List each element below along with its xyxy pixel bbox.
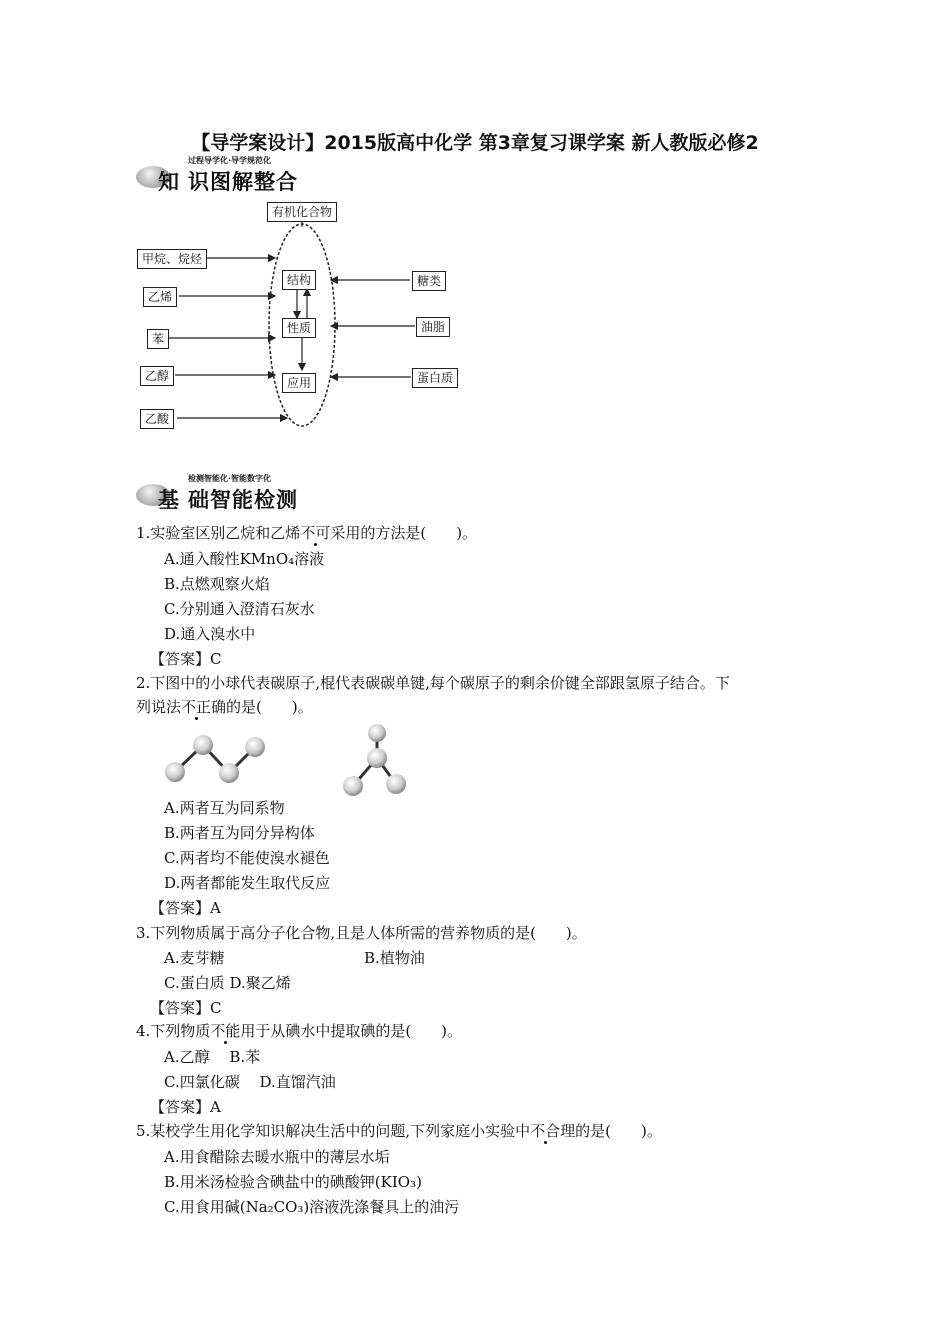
question-text: 确的是( )。 — [211, 698, 313, 716]
section-title-first-char: 知 — [158, 170, 180, 194]
box-organic-compounds: 有机化合物 — [267, 202, 337, 222]
question-text: 1.实验室区别乙烷和乙烯 — [136, 524, 301, 542]
document-title: 【导学案设计】2015版高中化学 第3章复习课学案 新人教版必修2 — [191, 132, 759, 154]
question-3: 3.下列物质属于高分子化合物,且是人体所需的营养物质的是( )。 — [136, 924, 587, 942]
section-header-test — [136, 470, 356, 512]
question-text: 用于从碘水中提取碘的是( )。 — [240, 1022, 463, 1040]
ball-stick-models — [155, 718, 415, 808]
option: D.通入溴水中 — [164, 625, 256, 643]
option: A.麦芽糖 — [164, 949, 225, 967]
question-4 — [136, 1021, 462, 1041]
box-alkane: 甲烷、烷烃 — [137, 249, 207, 269]
section-title: 识图解整合 — [188, 170, 298, 194]
option: D.两者都能发生取代反应 — [164, 874, 331, 892]
option: B.两者互为同分异构体 — [164, 824, 315, 842]
question-text: 4.下列物质 — [136, 1022, 211, 1040]
option: C.分别通入澄清石灰水 — [164, 600, 315, 618]
question-2-line-1: 2.下图中的小球代表碳原子,棍代表碳碳单键,每个碳原子的剩余价键全部跟氢原子结合。下 — [136, 674, 730, 692]
emphasis-text: 不正 — [181, 698, 212, 716]
option: A.两者互为同系物 — [164, 799, 285, 817]
question-1 — [136, 523, 477, 543]
question-text: 理的是( )。 — [560, 1122, 662, 1140]
emphasis-text: 不可 — [300, 524, 331, 542]
box-protein: 蛋白质 — [412, 368, 458, 388]
box-fat: 油脂 — [416, 317, 450, 337]
section-title: 础智能检测 — [188, 488, 298, 512]
question-text: 列说法 — [136, 698, 182, 716]
section-subtitle: 检测智能化·智能数字化 — [188, 474, 272, 483]
butane-chain-model — [165, 735, 265, 783]
option: A.用食醋除去暖水瓶中的薄层水垢 — [164, 1148, 390, 1166]
knowledge-diagram — [135, 198, 465, 438]
box-acetic-acid: 乙酸 — [140, 409, 174, 429]
emphasis-text: 不能 — [210, 1022, 241, 1040]
box-ethanol: 乙醇 — [140, 366, 174, 386]
box-application: 应用 — [282, 373, 316, 393]
option: C.四氯化碳 D.直馏汽油 — [164, 1073, 336, 1091]
option: B.点燃观察火焰 — [164, 575, 270, 593]
option: C.两者均不能使溴水褪色 — [164, 849, 330, 867]
option: B.植物油 — [364, 949, 425, 967]
question-text: 采用的方法是( )。 — [330, 524, 478, 542]
emphasis-text: 不合 — [530, 1122, 561, 1140]
option: B.用米汤检验含碘盐中的碘酸钾(KIO₃) — [164, 1173, 422, 1191]
option: C.蛋白质 D.聚乙烯 — [164, 974, 291, 992]
section-header-knowledge — [136, 152, 336, 194]
section-title-first-char: 基 — [158, 488, 180, 512]
option: A.乙醇 B.苯 — [164, 1048, 261, 1066]
box-property: 性质 — [282, 318, 316, 338]
answer: 【答案】C — [150, 650, 222, 668]
option: A.通入酸性KMnO₄溶液 — [164, 550, 325, 568]
question-text: 5.某校学生用化学知识解决生活中的问题,下列家庭小实验中 — [136, 1122, 531, 1140]
isobutane-model — [343, 724, 406, 796]
answer: 【答案】C — [150, 999, 222, 1017]
box-structure: 结构 — [282, 270, 316, 290]
answer: 【答案】A — [150, 1098, 221, 1116]
box-ethylene: 乙烯 — [143, 287, 177, 307]
box-sugar: 糖类 — [412, 271, 446, 291]
question-5 — [136, 1121, 662, 1141]
option: C.用食用碱(Na₂CO₃)溶液洗涤餐具上的油污 — [164, 1198, 460, 1216]
box-benzene: 苯 — [147, 329, 169, 349]
section-subtitle: 过程导学化·导学规范化 — [188, 156, 272, 165]
question-2-line-2 — [136, 697, 313, 717]
answer: 【答案】A — [150, 899, 221, 917]
